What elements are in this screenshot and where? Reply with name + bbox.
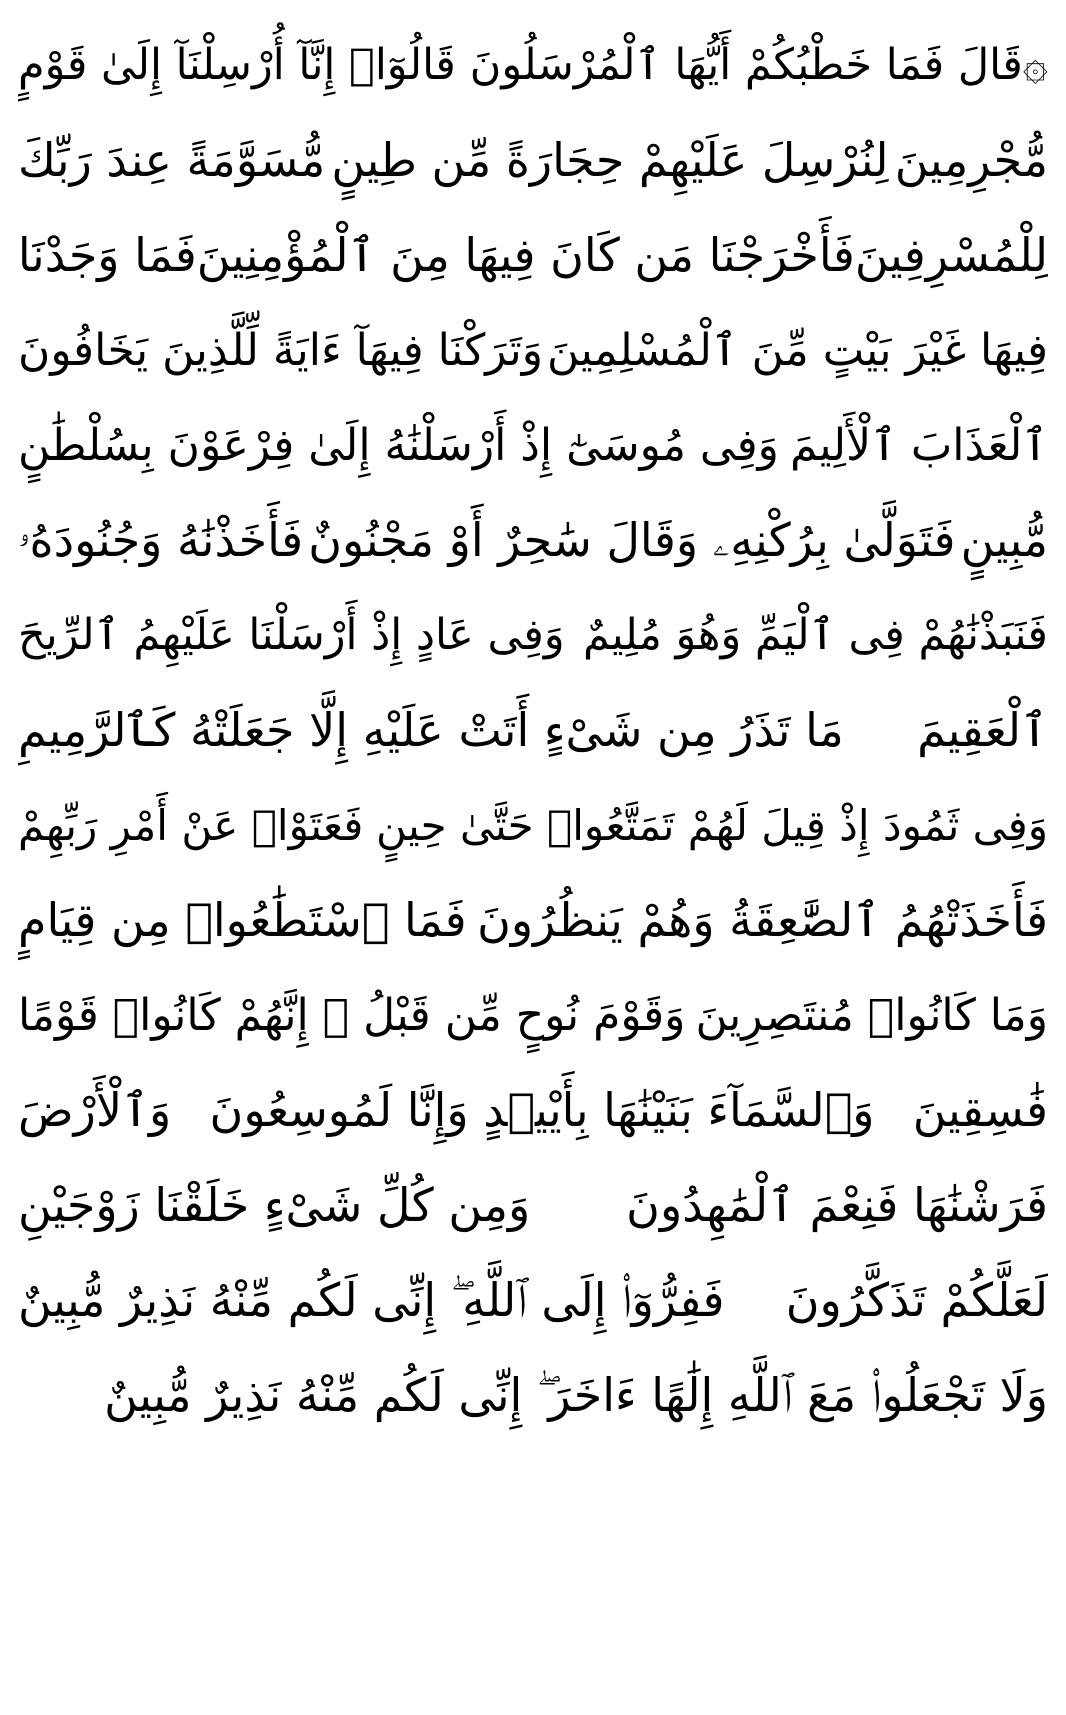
verse-segment: قَالُوٓا۟ إِنَّآ أُرْسِلْنَآ إِلَىٰ قَوْمٍ [18, 40, 456, 90]
text-line-1 [18, 18, 1048, 113]
text-line-5 [18, 398, 1048, 493]
text-line-10 [18, 873, 1048, 968]
verse-segment: لِنُرْسِلَ عَلَيْهِمْ حِجَارَةً مِّن طِينٍ [331, 133, 889, 187]
verse-segment: وَفِى مُوسَىٰٓ إِذْ أَرْسَلْنَٰهُ إِلَىٰ فِرْعَوْنَ بِسُلْطَٰنٍ [18, 420, 779, 471]
text-line-13 [18, 1158, 1048, 1253]
text-line-3 [18, 208, 1048, 303]
verse-segment: مُّجْرِمِينَ [894, 133, 1048, 187]
text-line-7 [18, 588, 1048, 683]
verse-segment: لَعَلَّكُمْ تَذَكَّرُونَ [785, 1273, 1048, 1327]
verse-segment: مُّسَوَّمَةً عِندَ رَبِّكَ [18, 133, 326, 187]
verse-segment: فَرَشْنَٰهَا فَنِعْمَ ٱلْمَٰهِدُونَ [626, 1178, 1048, 1232]
verse-segment: ٱلْعَقِيمَ [917, 703, 1048, 757]
verse-segment: فَأَخَذْنَٰهُ وَجُنُودَهُۥ [18, 513, 304, 567]
verse-segment: وَقَوْمَ نُوحٍ مِّن قَبْلُ ۖ إِنَّهُمْ كَانُوا۟ قَوْمًا [18, 990, 686, 1041]
verse-segment: وَفِى ثَمُودَ إِذْ قِيلَ لَهُمْ تَمَتَّعُوا۟ حَتَّىٰ حِينٍ [376, 801, 1048, 850]
verse-segment: وَٱلْأَرْضَ [18, 1083, 172, 1137]
verse-segment: ۞قَالَ فَمَا خَطْبُكُمْ أَيُّهَا ٱلْمُرْسَلُونَ [469, 40, 1048, 90]
verse-segment: فَمَا ٱسْتَطَٰعُوا۟ مِن قِيَامٍ [18, 893, 467, 947]
verse-segment: فَفِرُّوٓا۟ إِلَى ٱللَّهِ ۖ إِنِّى لَكُم مِّنْهُ نَذِيرٌ مُّبِينٌ [18, 1273, 725, 1327]
verse-segment: وَفِى عَادٍ إِذْ أَرْسَلْنَا عَلَيْهِمُ ٱلرِّيحَ [18, 610, 565, 660]
verse-segment: وَٱلسَّمَآءَ بَنَيْنَٰهَا بِأَيْي۟دٍ وَإِنَّا لَمُوسِعُونَ [209, 1083, 875, 1137]
verse-segment: فَٰسِقِينَ [912, 1083, 1048, 1137]
text-line-2 [18, 113, 1048, 208]
verse-segment: مُّبِينٍ [960, 513, 1048, 567]
verse-segment: فَمَا وَجَدْنَا [18, 228, 197, 282]
verse-segment: وَتَرَكْنَا فِيهَآ ءَايَةً لِّلَّذِينَ يَخَافُونَ [18, 325, 544, 376]
verse-segment: وَمَا كَانُوا۟ مُنتَصِرِينَ [695, 990, 1048, 1041]
text-line-6 [18, 493, 1048, 588]
verse-segment: فِيهَا غَيْرَ بَيْتٍ مِّنَ ٱلْمُسْلِمِينَ [547, 325, 1048, 376]
text-line-15 [18, 1348, 1048, 1443]
text-line-14 [18, 1253, 1048, 1348]
verse-segment: فَتَوَلَّىٰ بِرُكْنِهِۦ وَقَالَ سَٰحِرٌ أَوْ مَجْنُونٌ [308, 513, 956, 567]
verse-segment: ٱلْعَذَابَ ٱلْأَلِيمَ [790, 420, 1048, 471]
verse-segment: وَمِن كُلِّ شَىْءٍ خَلَقْنَا زَوْجَيْنِ [18, 1178, 531, 1232]
verse-segment: فَأَخَذَتْهُمُ ٱلصَّٰعِقَةُ وَهُمْ يَنظُرُونَ [477, 893, 1048, 947]
text-line-8 [18, 683, 1048, 778]
verse-segment: فَعَتَوْا۟ عَنْ أَمْرِ رَبِّهِمْ [18, 801, 364, 850]
verse-segment: مَا تَذَرُ مِن شَىْءٍ أَتَتْ عَلَيْهِ إِلَّا جَعَلَتْهُ كَٱلرَّمِيمِ [18, 703, 844, 757]
text-line-12 [18, 1063, 1048, 1158]
verse-segment: فَأَخْرَجْنَا مَن كَانَ فِيهَا مِنَ ٱلْمُؤْمِنِينَ [196, 228, 855, 282]
verse-segment: وَلَا تَجْعَلُوا۟ مَعَ ٱللَّهِ إِلَٰهًا ءَاخَرَ ۖ إِنِّى لَكُم مِّنْهُ نَذِيرٌ مُّبِينٌ [104, 1368, 1048, 1422]
verse-segment: فَنَبَذْنَٰهُمْ فِى ٱلْيَمِّ وَهُوَ مُلِيمٌ [583, 610, 1048, 660]
text-line-11 [18, 968, 1048, 1063]
text-line-4 [18, 303, 1048, 398]
verse-segment: لِلْمُسْرِفِينَ [854, 228, 1048, 282]
text-line-9 [18, 778, 1048, 873]
